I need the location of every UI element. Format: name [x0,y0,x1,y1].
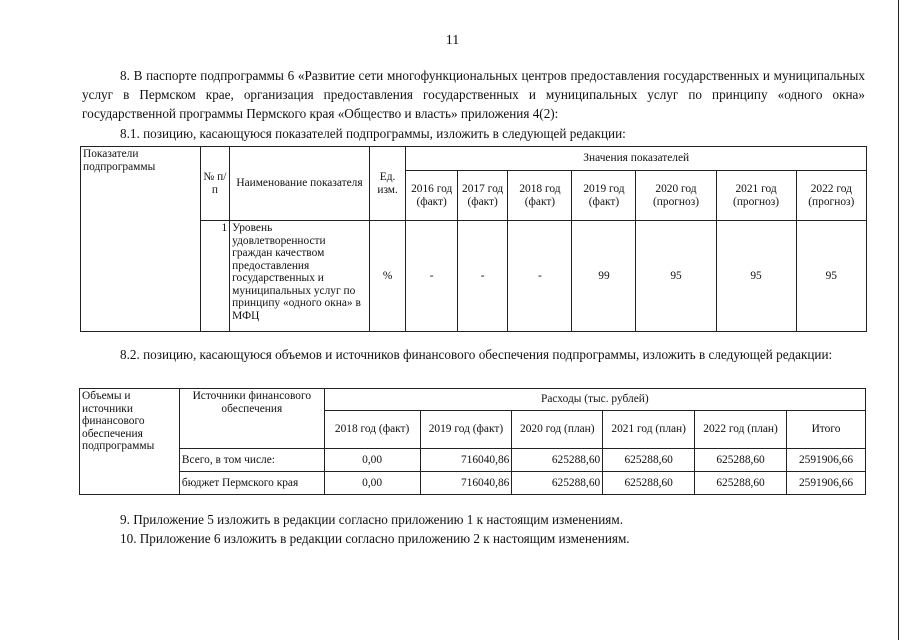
funding-value: 625288,60 [695,449,787,472]
funding-value: 0,00 [324,472,420,495]
paragraph-8-2: 8.2. позицию, касающуюся объемов и источников финансового обеспечения подпрограммы, изложить в следующей редакции: [120,347,833,362]
indicators-row-title: Показатели подпрограммы [81,147,201,332]
indicator-value: - [406,221,457,332]
funding-row-label: бюджет Пермского края [179,472,324,495]
indicator-value: 95 [636,221,716,332]
year-header: 2021 год (прогноз) [716,171,796,221]
funding-value: 716040,86 [420,449,512,472]
year-header: 2020 год (прогноз) [636,171,716,221]
indicator-name: Уровень удовлетворенности граждан качеством предоставления государственных и муниципальных услуг по принципу «одного окна» в МФЦ [230,221,370,332]
indicator-value: 99 [572,221,636,332]
funding-value: 625288,60 [603,449,695,472]
page-number: 11 [445,33,460,48]
funding-row-label: Всего, в том числе: [179,449,324,472]
year-header: 2022 год (план) [695,411,787,449]
column-name-header: Наименование показателя [230,147,370,221]
expenses-header: Расходы (тыс. рублей) [324,389,865,411]
indicator-value: 95 [716,221,796,332]
year-header: 2020 год (план) [512,411,603,449]
paragraph-8-1: 8.1. позицию, касающуюся показателей подпрограммы, изложить в следующей редакции: [120,126,626,141]
year-header: 2019 год (факт) [420,411,512,449]
funding-value: 625288,60 [695,472,787,495]
funding-value: 716040,86 [420,472,512,495]
indicator-unit: % [369,221,406,332]
year-header: 2017 год (факт) [457,171,508,221]
paragraph-9: 9. Приложение 5 изложить в редакции согласно приложению 1 к настоящим изменениям. [120,512,623,527]
funding-value: 0,00 [324,449,420,472]
year-header: 2021 год (план) [603,411,695,449]
page-edge-line [898,0,899,640]
column-source-header: Источники финансового обеспечения [179,389,324,449]
funding-value: 625288,60 [512,472,603,495]
indicator-value: - [508,221,572,332]
funding-value: 625288,60 [512,449,603,472]
year-header: 2016 год (факт) [406,171,457,221]
funding-table [79,388,866,495]
total-header: Итого [787,411,866,449]
indicators-table [80,146,867,332]
row-number: 1 [200,221,230,332]
year-header: 2018 год (факт) [508,171,572,221]
funding-value: 2591906,66 [787,472,866,495]
indicator-value: 95 [796,221,866,332]
funding-value: 2591906,66 [787,449,866,472]
year-header: 2022 год (прогноз) [796,171,866,221]
paragraph-10: 10. Приложение 6 изложить в редакции согласно приложению 2 к настоящим изменениям. [120,531,630,546]
funding-value: 625288,60 [603,472,695,495]
indicator-value: - [457,221,508,332]
column-number-header: № п/п [200,147,230,221]
values-header: Значения показателей [406,147,867,171]
paragraph-8: 8. В паспорте подпрограммы 6 «Развитие сети многофункциональных центров предоставления государственных и муниципальных услуг в Пермском крае, организация предоставления государственных и муниципальных услуг по принципу «одного окна» государственной программы Пермского края «Общество и власть» приложения 4(2): [82,68,865,121]
funding-row-title: Объемы и источники финансового обеспечения подпрограммы [80,389,180,495]
year-header: 2018 год (факт) [324,411,420,449]
year-header: 2019 год (факт) [572,171,636,221]
column-unit-header: Ед. изм. [369,147,406,221]
